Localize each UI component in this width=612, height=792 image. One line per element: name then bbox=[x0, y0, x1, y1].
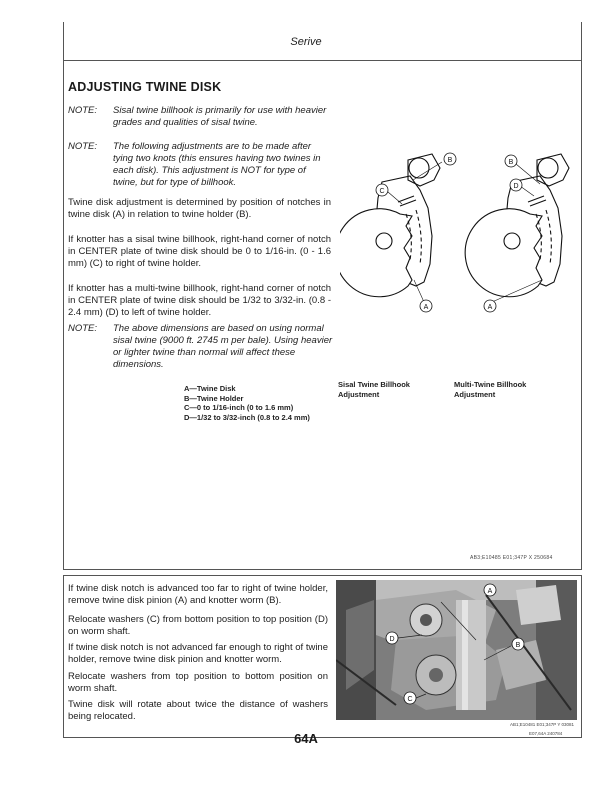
photo-callout-b bbox=[512, 638, 524, 650]
svg-text:D: D bbox=[389, 636, 395, 643]
legend-item: B—Twine Holder bbox=[184, 393, 244, 403]
note-label: NOTE: bbox=[68, 323, 98, 334]
callout-b-left bbox=[444, 153, 456, 165]
sisal-billhook-diagram bbox=[340, 154, 442, 302]
callout-a-left bbox=[420, 300, 432, 312]
callout-d-right bbox=[510, 179, 522, 191]
svg-text:B: B bbox=[447, 157, 453, 164]
paragraph-disk-rotation: Twine disk will rotate about twice the distance of washers being relocated. bbox=[68, 699, 328, 722]
knotter-photo-art bbox=[336, 580, 577, 720]
note-label: NOTE: bbox=[68, 141, 98, 152]
paragraph-advanced-too-far: If twine disk notch is advanced too far to right of twine holder, remove twine disk pinion (A) and knotter worm (B). bbox=[68, 583, 328, 606]
svg-text:A: A bbox=[487, 304, 493, 311]
svg-text:A: A bbox=[487, 588, 493, 595]
knotter-photo bbox=[336, 580, 577, 720]
svg-text:C: C bbox=[379, 188, 385, 195]
reference-code: AB3;E10485 E01;347P X 250684 bbox=[470, 555, 553, 561]
photo-reference-code: AB1;E10481 E01;347P Y 03081 bbox=[510, 722, 575, 727]
legend-item: D—1/32 to 3/32-inch (0.8 to 2.4 mm) bbox=[184, 412, 310, 422]
page-number: 64A bbox=[294, 731, 318, 746]
svg-text:B: B bbox=[515, 642, 521, 649]
note-adjustment-timing bbox=[68, 141, 333, 189]
page-heading: ADJUSTING TWINE DISK bbox=[68, 80, 222, 94]
paragraph-not-advanced-enough: If twine disk notch is not advanced far enough to right of twine holder, remove twine disk pinion and knotter worm. bbox=[68, 642, 328, 665]
callout-a-right bbox=[484, 300, 496, 312]
note-text: Sisal twine billhook is primarily for use with heavier grades and qualities of sisal twine. bbox=[113, 105, 327, 128]
photo-callout-c bbox=[404, 692, 416, 704]
twine-disk-diagrams bbox=[340, 140, 572, 320]
note-twine-dimensions bbox=[68, 323, 333, 371]
paragraph-multi-twine-adjustment: If knotter has a multi-twine billhook, right-hand corner of notch in CENTER plate of twine disk should be 1/32 to 3/32-in. (0.8 - 2.4 mm) (D) to left of twine holder. bbox=[68, 283, 331, 318]
paragraph-notch-position: Twine disk adjustment is determined by position of notches in twine disk (A) in relation to twine holder (B). bbox=[68, 197, 331, 220]
callout-b-right bbox=[505, 155, 517, 167]
note-text: The above dimensions are based on using normal sisal twine (9000 ft. 2745 m per bale). Using heavier or lighter twine than normal will affect these dimensions. bbox=[113, 323, 333, 370]
svg-text:B: B bbox=[508, 159, 514, 166]
twine-disk-outline bbox=[340, 209, 412, 297]
paragraph-relocate-washers-up: Relocate washers (C) from bottom position to top position (D) on worm shaft. bbox=[68, 614, 328, 637]
paragraph-relocate-washers-down: Relocate washers from top position to bottom position on worm shaft. bbox=[68, 671, 328, 694]
callout-c-left bbox=[376, 184, 388, 196]
svg-text:A: A bbox=[423, 304, 429, 311]
note-text: The following adjustments are to be made after tying two knots (this ensures having two twines in each disk). This adjustment is NOT for type of twine, but for type of billhook. bbox=[113, 141, 321, 188]
note-sisal-billhook bbox=[68, 105, 333, 129]
multi-twine-billhook-diagram bbox=[465, 154, 569, 302]
section-reference-code: E07,64A 240784 bbox=[529, 731, 563, 736]
legend-item: C—0 to 1/16-inch (0 to 1.6 mm) bbox=[184, 403, 294, 413]
photo-callout-a bbox=[484, 584, 496, 596]
section-title: Serive bbox=[290, 36, 322, 48]
svg-text:C: C bbox=[407, 696, 413, 703]
legend-item: A—Twine Disk bbox=[184, 384, 236, 393]
note-label: NOTE: bbox=[68, 105, 98, 116]
caption-sisal-billhook: Sisal Twine Billhook Adjustment bbox=[338, 380, 410, 399]
caption-multi-twine-billhook: Multi-Twine Billhook Adjustment bbox=[454, 380, 527, 399]
photo-callout-d bbox=[386, 632, 398, 644]
paragraph-sisal-adjustment: If knotter has a sisal twine billhook, right-hand corner of notch in CENTER plate of twine disk should be 0 to 1/16-in. (0 - 1.6 mm) (C) to right of twine holder. bbox=[68, 234, 331, 269]
figure-legend bbox=[184, 384, 310, 422]
svg-text:D: D bbox=[513, 183, 519, 190]
